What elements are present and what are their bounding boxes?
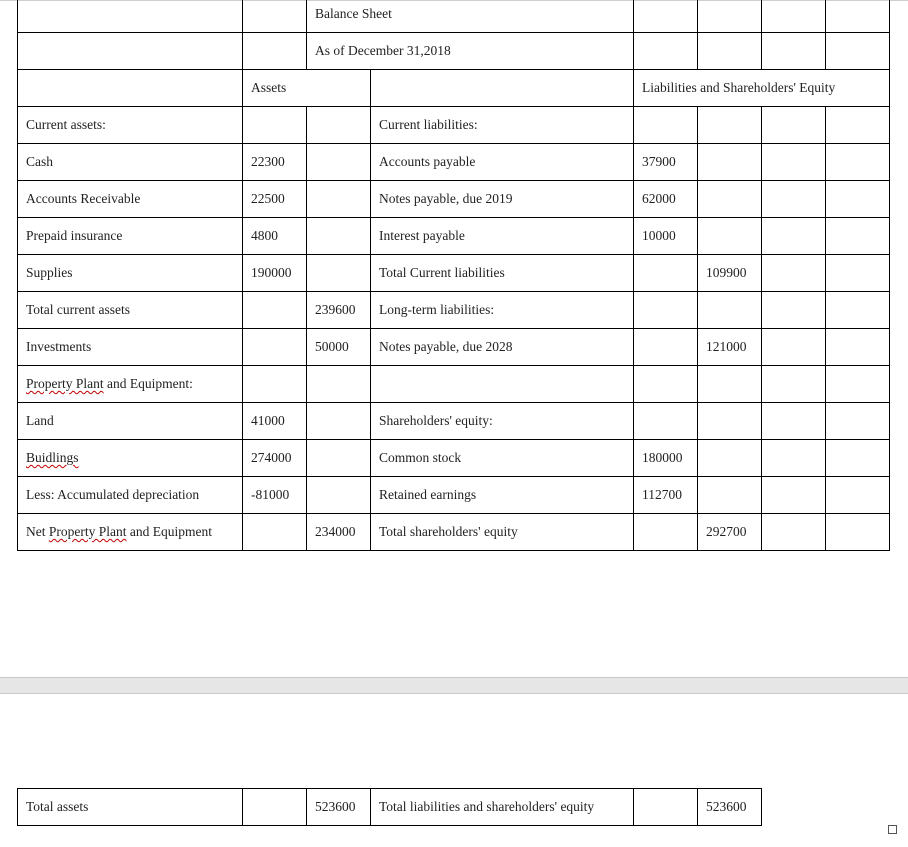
liability-amount[interactable] — [634, 218, 698, 255]
table-cell[interactable] — [826, 181, 890, 218]
table-cell[interactable] — [762, 329, 826, 366]
liability-amount[interactable] — [634, 366, 698, 403]
table-cell[interactable] — [826, 329, 890, 366]
label-text: Retained earnings — [379, 487, 477, 502]
amount-text: 109900 — [706, 265, 747, 280]
spellcheck-flagged-text: Property Plant — [48, 524, 127, 539]
asset-label[interactable] — [18, 329, 243, 366]
amount-text: 112700 — [642, 487, 682, 502]
table-cell[interactable] — [762, 181, 826, 218]
liability-amount[interactable] — [634, 477, 698, 514]
table-cell[interactable] — [826, 107, 890, 144]
table-row — [18, 292, 890, 329]
asset-subtotal[interactable] — [307, 255, 371, 292]
asset-amount[interactable] — [243, 403, 307, 440]
asset-label[interactable] — [18, 440, 243, 477]
liability-label[interactable] — [371, 403, 634, 440]
table-cell[interactable] — [826, 144, 890, 181]
asset-label[interactable] — [18, 477, 243, 514]
asset-subtotal[interactable] — [307, 366, 371, 403]
table-cell[interactable] — [243, 33, 307, 70]
total-liabilities-equity-value[interactable]: 523600 — [698, 789, 762, 826]
asset-label[interactable] — [18, 514, 243, 551]
totals-table — [17, 788, 762, 826]
label-text: Long-term liabilities: — [379, 302, 495, 317]
amount-text: 274000 — [251, 450, 292, 465]
asset-label[interactable] — [18, 292, 243, 329]
liability-label[interactable] — [371, 366, 634, 403]
liability-label[interactable] — [371, 292, 634, 329]
table-cell[interactable] — [18, 33, 243, 70]
liability-label[interactable] — [371, 514, 634, 551]
table-cell[interactable] — [826, 0, 890, 33]
liability-subtotal[interactable] — [698, 181, 762, 218]
label-text: Net — [26, 524, 49, 539]
asset-amount[interactable] — [243, 366, 307, 403]
asset-amount[interactable] — [243, 292, 307, 329]
asset-amount[interactable] — [243, 514, 307, 551]
liability-label[interactable] — [371, 255, 634, 292]
amount-text: 121000 — [706, 339, 747, 354]
asset-label[interactable] — [18, 366, 243, 403]
label-text: Accounts Receivable — [26, 191, 141, 206]
table-cell[interactable] — [634, 789, 698, 826]
table-row — [18, 403, 890, 440]
label-text: Total Current liabilities — [379, 265, 505, 280]
liability-subtotal[interactable] — [698, 514, 762, 551]
amount-text: 292700 — [706, 524, 747, 539]
asset-label[interactable] — [18, 144, 243, 181]
label-text: Investments — [26, 339, 92, 354]
table-row — [18, 107, 890, 144]
table-cell[interactable] — [762, 403, 826, 440]
title-row — [18, 0, 890, 33]
balance-sheet-title[interactable]: Balance Sheet — [307, 0, 634, 33]
asset-amount[interactable] — [243, 218, 307, 255]
page-break-separator — [0, 677, 908, 694]
table-cell[interactable] — [762, 0, 826, 33]
table-resize-handle[interactable] — [888, 825, 897, 834]
amount-text: -81000 — [251, 487, 290, 502]
label-text: Total current assets — [26, 302, 131, 317]
amount-text: 41000 — [251, 413, 285, 428]
liability-label[interactable] — [371, 107, 634, 144]
liability-amount[interactable] — [634, 107, 698, 144]
liability-subtotal[interactable] — [698, 440, 762, 477]
table-cell[interactable] — [243, 0, 307, 33]
table-cell[interactable] — [698, 0, 762, 33]
asset-subtotal[interactable] — [307, 292, 371, 329]
table-cell[interactable] — [762, 33, 826, 70]
label-text: Accounts payable — [379, 154, 476, 169]
asset-amount[interactable] — [243, 255, 307, 292]
table-cell[interactable] — [762, 255, 826, 292]
asset-label[interactable] — [18, 218, 243, 255]
label-text: Total shareholders' equity — [379, 524, 518, 539]
table-row — [18, 181, 890, 218]
table-cell[interactable] — [762, 107, 826, 144]
label-text: and Equipment: — [103, 376, 193, 391]
table-row — [18, 366, 890, 403]
liability-label[interactable] — [371, 477, 634, 514]
label-text: Supplies — [26, 265, 73, 280]
table-cell[interactable] — [826, 292, 890, 329]
label-text: Less: Accumulated depreciation — [26, 487, 200, 502]
balance-sheet-table — [17, 0, 890, 551]
liability-amount[interactable] — [634, 255, 698, 292]
asset-amount[interactable] — [243, 329, 307, 366]
label-text: Notes payable, due 2019 — [379, 191, 513, 206]
asset-amount[interactable] — [243, 477, 307, 514]
spellcheck-flagged-text: Property Plant — [26, 376, 104, 391]
asset-label[interactable] — [18, 181, 243, 218]
assets-heading[interactable]: Assets — [243, 70, 371, 107]
asset-subtotal[interactable] — [307, 403, 371, 440]
label-text: and Equipment — [126, 524, 212, 539]
asset-subtotal[interactable] — [307, 440, 371, 477]
label-text: Common stock — [379, 450, 462, 465]
date-row — [18, 33, 890, 70]
amount-text: 239600 — [315, 302, 356, 317]
label-text: Current assets: — [26, 117, 106, 132]
liability-label[interactable] — [371, 218, 634, 255]
label-text: Prepaid insurance — [26, 228, 123, 243]
liability-subtotal[interactable] — [698, 144, 762, 181]
asset-subtotal[interactable] — [307, 514, 371, 551]
table-cell[interactable] — [634, 0, 698, 33]
liability-amount[interactable] — [634, 514, 698, 551]
amount-text: 190000 — [251, 265, 292, 280]
asset-amount[interactable] — [243, 440, 307, 477]
liability-subtotal[interactable] — [698, 366, 762, 403]
liability-amount[interactable] — [634, 403, 698, 440]
asset-amount[interactable] — [243, 181, 307, 218]
total-assets-label[interactable]: Total assets — [18, 789, 243, 826]
amount-text: 234000 — [315, 524, 356, 539]
amount-text: 22500 — [251, 191, 285, 206]
table-cell[interactable] — [826, 477, 890, 514]
liability-label[interactable] — [371, 440, 634, 477]
liability-amount[interactable] — [634, 144, 698, 181]
table-row — [18, 144, 890, 181]
label-text: Interest payable — [379, 228, 465, 243]
table-cell[interactable] — [826, 33, 890, 70]
liability-subtotal[interactable] — [698, 403, 762, 440]
liability-label[interactable] — [371, 181, 634, 218]
amount-text: 37900 — [642, 154, 676, 169]
asset-subtotal[interactable] — [307, 181, 371, 218]
amount-text: 10000 — [642, 228, 676, 243]
table-cell[interactable] — [826, 255, 890, 292]
table-cell[interactable] — [826, 403, 890, 440]
amount-text: 62000 — [642, 191, 676, 206]
liability-subtotal[interactable] — [698, 255, 762, 292]
table-cell[interactable] — [18, 0, 243, 33]
liability-amount[interactable] — [634, 292, 698, 329]
asset-label[interactable] — [18, 255, 243, 292]
table-cell[interactable] — [826, 366, 890, 403]
table-cell[interactable] — [762, 514, 826, 551]
table-cell[interactable] — [826, 514, 890, 551]
amount-text: 180000 — [642, 450, 683, 465]
spellcheck-flagged-text: Buidlings — [26, 450, 79, 465]
liability-label[interactable] — [371, 329, 634, 366]
table-row — [18, 477, 890, 514]
table-row — [18, 329, 890, 366]
table-row — [18, 514, 890, 551]
liability-amount[interactable] — [634, 329, 698, 366]
table-row — [18, 255, 890, 292]
liability-subtotal[interactable] — [698, 329, 762, 366]
table-cell[interactable] — [762, 144, 826, 181]
liability-amount[interactable] — [634, 440, 698, 477]
liabilities-equity-heading[interactable]: Liabilities and Shareholders' Equity — [634, 70, 890, 107]
amount-text: 4800 — [251, 228, 278, 243]
table-cell[interactable] — [371, 70, 634, 107]
asset-label[interactable] — [18, 107, 243, 144]
asset-amount[interactable] — [243, 144, 307, 181]
table-row — [18, 440, 890, 477]
table-cell[interactable] — [18, 70, 243, 107]
label-text: Notes payable, due 2028 — [379, 339, 513, 354]
asset-subtotal[interactable] — [307, 144, 371, 181]
table-row — [18, 218, 890, 255]
total-assets-value[interactable]: 523600 — [307, 789, 371, 826]
asset-subtotal[interactable] — [307, 477, 371, 514]
liability-subtotal[interactable] — [698, 292, 762, 329]
asset-label[interactable] — [18, 403, 243, 440]
balance-sheet-date[interactable]: As of December 31,2018 — [307, 33, 634, 70]
total-liabilities-equity-label[interactable]: Total liabilities and shareholders' equity — [371, 789, 634, 826]
section-heading-row — [18, 70, 890, 107]
liability-label[interactable] — [371, 144, 634, 181]
table-cell[interactable] — [698, 33, 762, 70]
table-cell[interactable] — [762, 218, 826, 255]
amount-text: 50000 — [315, 339, 349, 354]
table-cell[interactable] — [762, 366, 826, 403]
asset-subtotal[interactable] — [307, 329, 371, 366]
table-cell[interactable] — [826, 440, 890, 477]
asset-amount[interactable] — [243, 107, 307, 144]
label-text: Cash — [26, 154, 53, 169]
totals-row — [18, 789, 762, 826]
liability-subtotal[interactable] — [698, 218, 762, 255]
label-text: Shareholders' equity: — [379, 413, 493, 428]
table-cell[interactable] — [762, 440, 826, 477]
table-cell[interactable] — [762, 292, 826, 329]
liability-subtotal[interactable] — [698, 477, 762, 514]
label-text: Current liabilities: — [379, 117, 478, 132]
table-cell[interactable] — [826, 218, 890, 255]
table-cell[interactable] — [243, 789, 307, 826]
table-cell[interactable] — [762, 477, 826, 514]
liability-subtotal[interactable] — [698, 107, 762, 144]
label-text: Land — [26, 413, 54, 428]
liability-amount[interactable] — [634, 181, 698, 218]
amount-text: 22300 — [251, 154, 285, 169]
asset-subtotal[interactable] — [307, 107, 371, 144]
table-cell[interactable] — [634, 33, 698, 70]
asset-subtotal[interactable] — [307, 218, 371, 255]
